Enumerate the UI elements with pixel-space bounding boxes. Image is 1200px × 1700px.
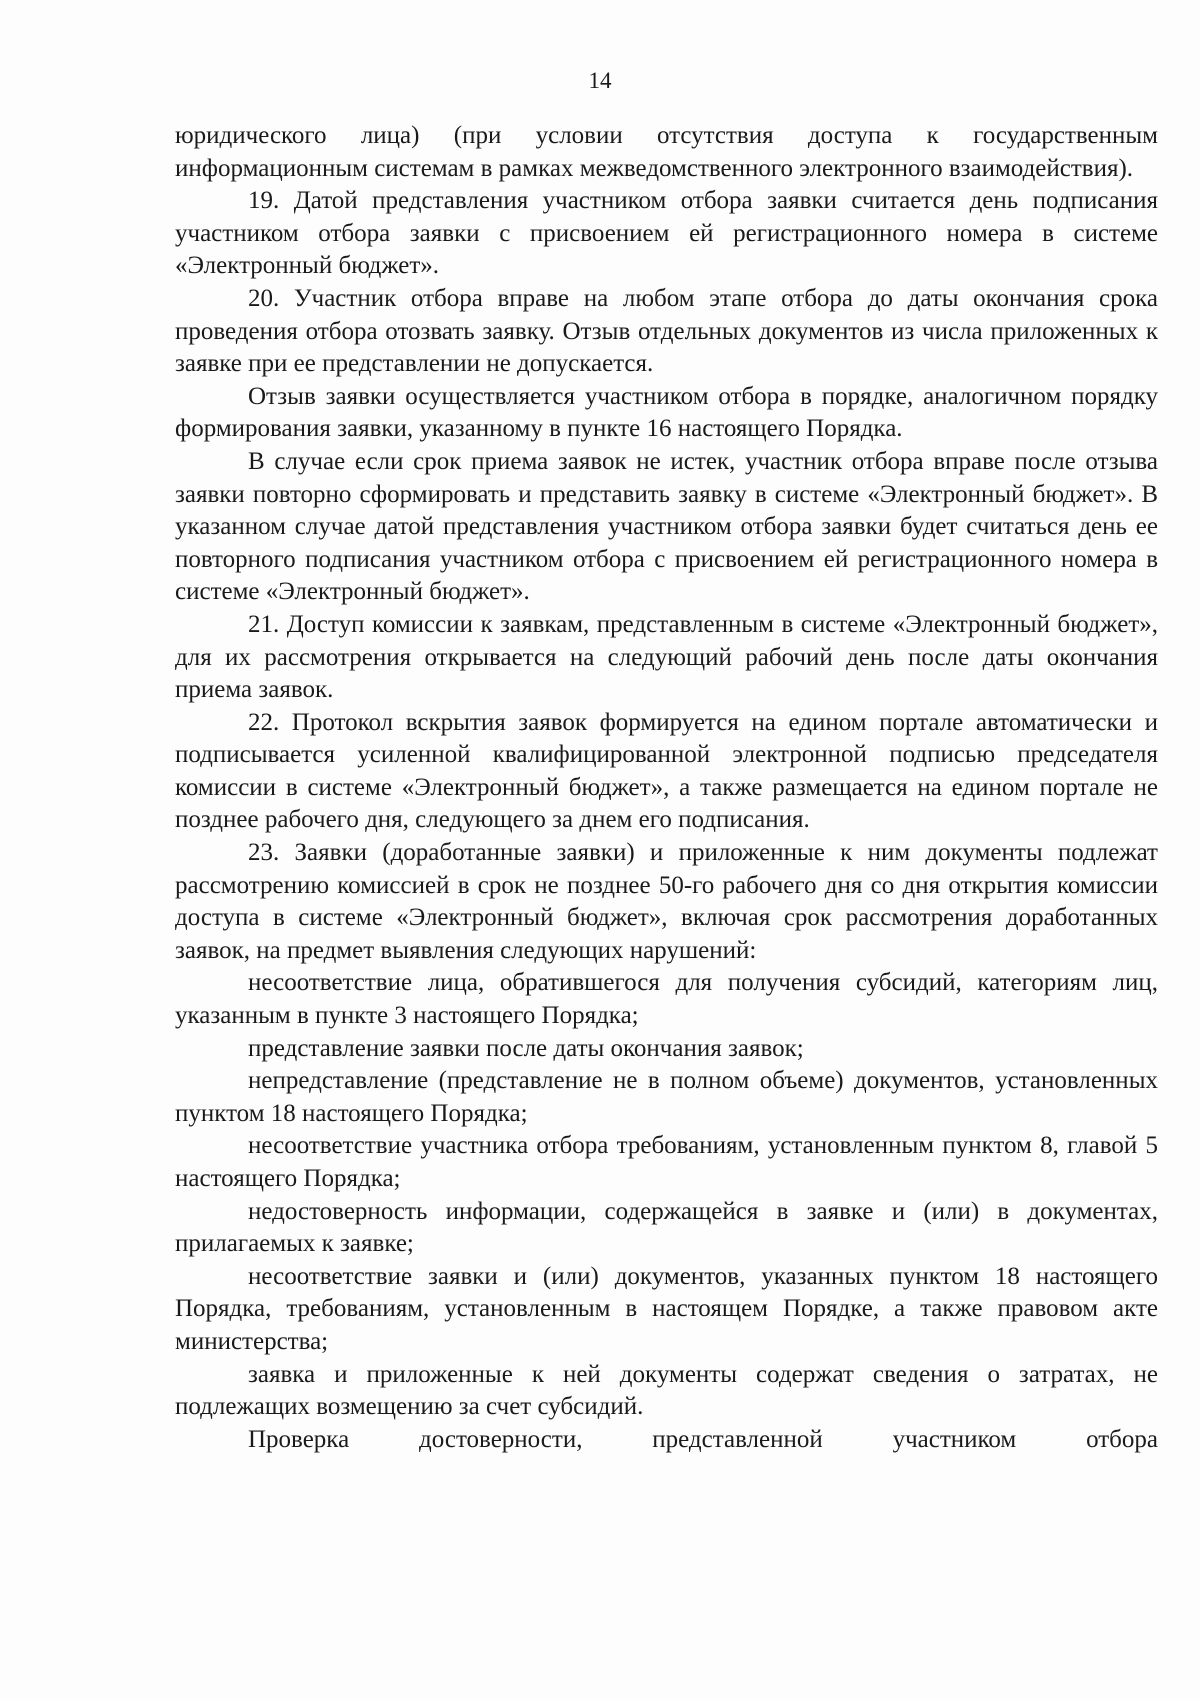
paragraph: В случае если срок приема заявок не истек, участник отбора вправе после отзыва заявки повторно сформировать и представить заявку в системе «Электронный бюджет». В указанном случае датой представления участником отбора заявки будет считаться день ее повторного подписания участником отбора с присвоением ей регистрационного номера в системе «Электронный бюджет». bbox=[175, 447, 1158, 606]
paragraph: Отзыв заявки осуществляется участником отбора в порядке, аналогичном порядку формирования заявки, указанному в пункте 16 настоящего Порядка. bbox=[175, 382, 1158, 443]
paragraph: представление заявки после даты окончания заявок; bbox=[248, 1034, 804, 1062]
paragraph: 22. Протокол вскрытия заявок формируется на едином портале автоматически и подписывается усиленной квалифицированной электронной подписью председателя комиссии в системе «Электронный бюджет», а также размещается на едином портале не позднее рабочего дня, следующего за днем его подписания. bbox=[175, 708, 1158, 834]
paragraph: несоответствие участника отбора требованиям, установленным пунктом 8, главой 5 настоящего Порядка; bbox=[175, 1132, 1158, 1192]
paragraph: Проверка достоверности, представленной участником отбора bbox=[248, 1425, 1158, 1453]
paragraph: заявка и приложенные к ней документы содержат сведения о затратах, не подлежащих возмещению за счет субсидий. bbox=[175, 1360, 1158, 1421]
paragraph: 21. Доступ комиссии к заявкам, представленным в системе «Электронный бюджет», для их рассмотрения открывается на следующий рабочий день после даты окончания приема заявок. bbox=[175, 610, 1158, 704]
paragraph: недостоверность информации, содержащейся в заявке и (или) в документах, прилагаемых к заявке; bbox=[175, 1197, 1158, 1258]
paragraph: несоответствие заявки и (или) документов, указанных пунктом 18 настоящего Порядка, требованиям, установленным в настоящем Порядке, а также правовом акте министерства; bbox=[175, 1262, 1158, 1355]
paragraph: 20. Участник отбора вправе на любом этапе отбора до даты окончания срока проведения отбора отозвать заявку. Отзыв отдельных документов из числа приложенных к заявке при ее представлении не допускается. bbox=[175, 284, 1158, 378]
paragraph: 23. Заявки (доработанные заявки) и приложенные к ним документы подлежат рассмотрению комиссией в срок не позднее 50-го рабочего дня со дня открытия комиссии доступа в системе «Электронный бюджет», включая срок рассмотрения доработанных заявок, на предмет выявления следующих нарушений: bbox=[175, 839, 1158, 964]
document-body bbox=[175, 120, 1158, 1456]
paragraph: юридического лица) (при условии отсутствия доступа к государственным информационным системам в рамках межведомственного электронного взаимодействия). bbox=[175, 122, 1158, 182]
paragraph: непредставление (представление не в полном объеме) документов, установленных пунктом 18 настоящего Порядка; bbox=[175, 1067, 1158, 1127]
page-number: 14 bbox=[588, 68, 612, 93]
paragraph: 19. Датой представления участником отбора заявки считается день подписания участником отбора заявки с присвоением ей регистрационного номера в системе «Электронный бюджет». bbox=[175, 187, 1158, 280]
paragraph: несоответствие лица, обратившегося для получения субсидий, категориям лиц, указанным в пункте 3 настоящего Порядка; bbox=[175, 969, 1158, 1030]
